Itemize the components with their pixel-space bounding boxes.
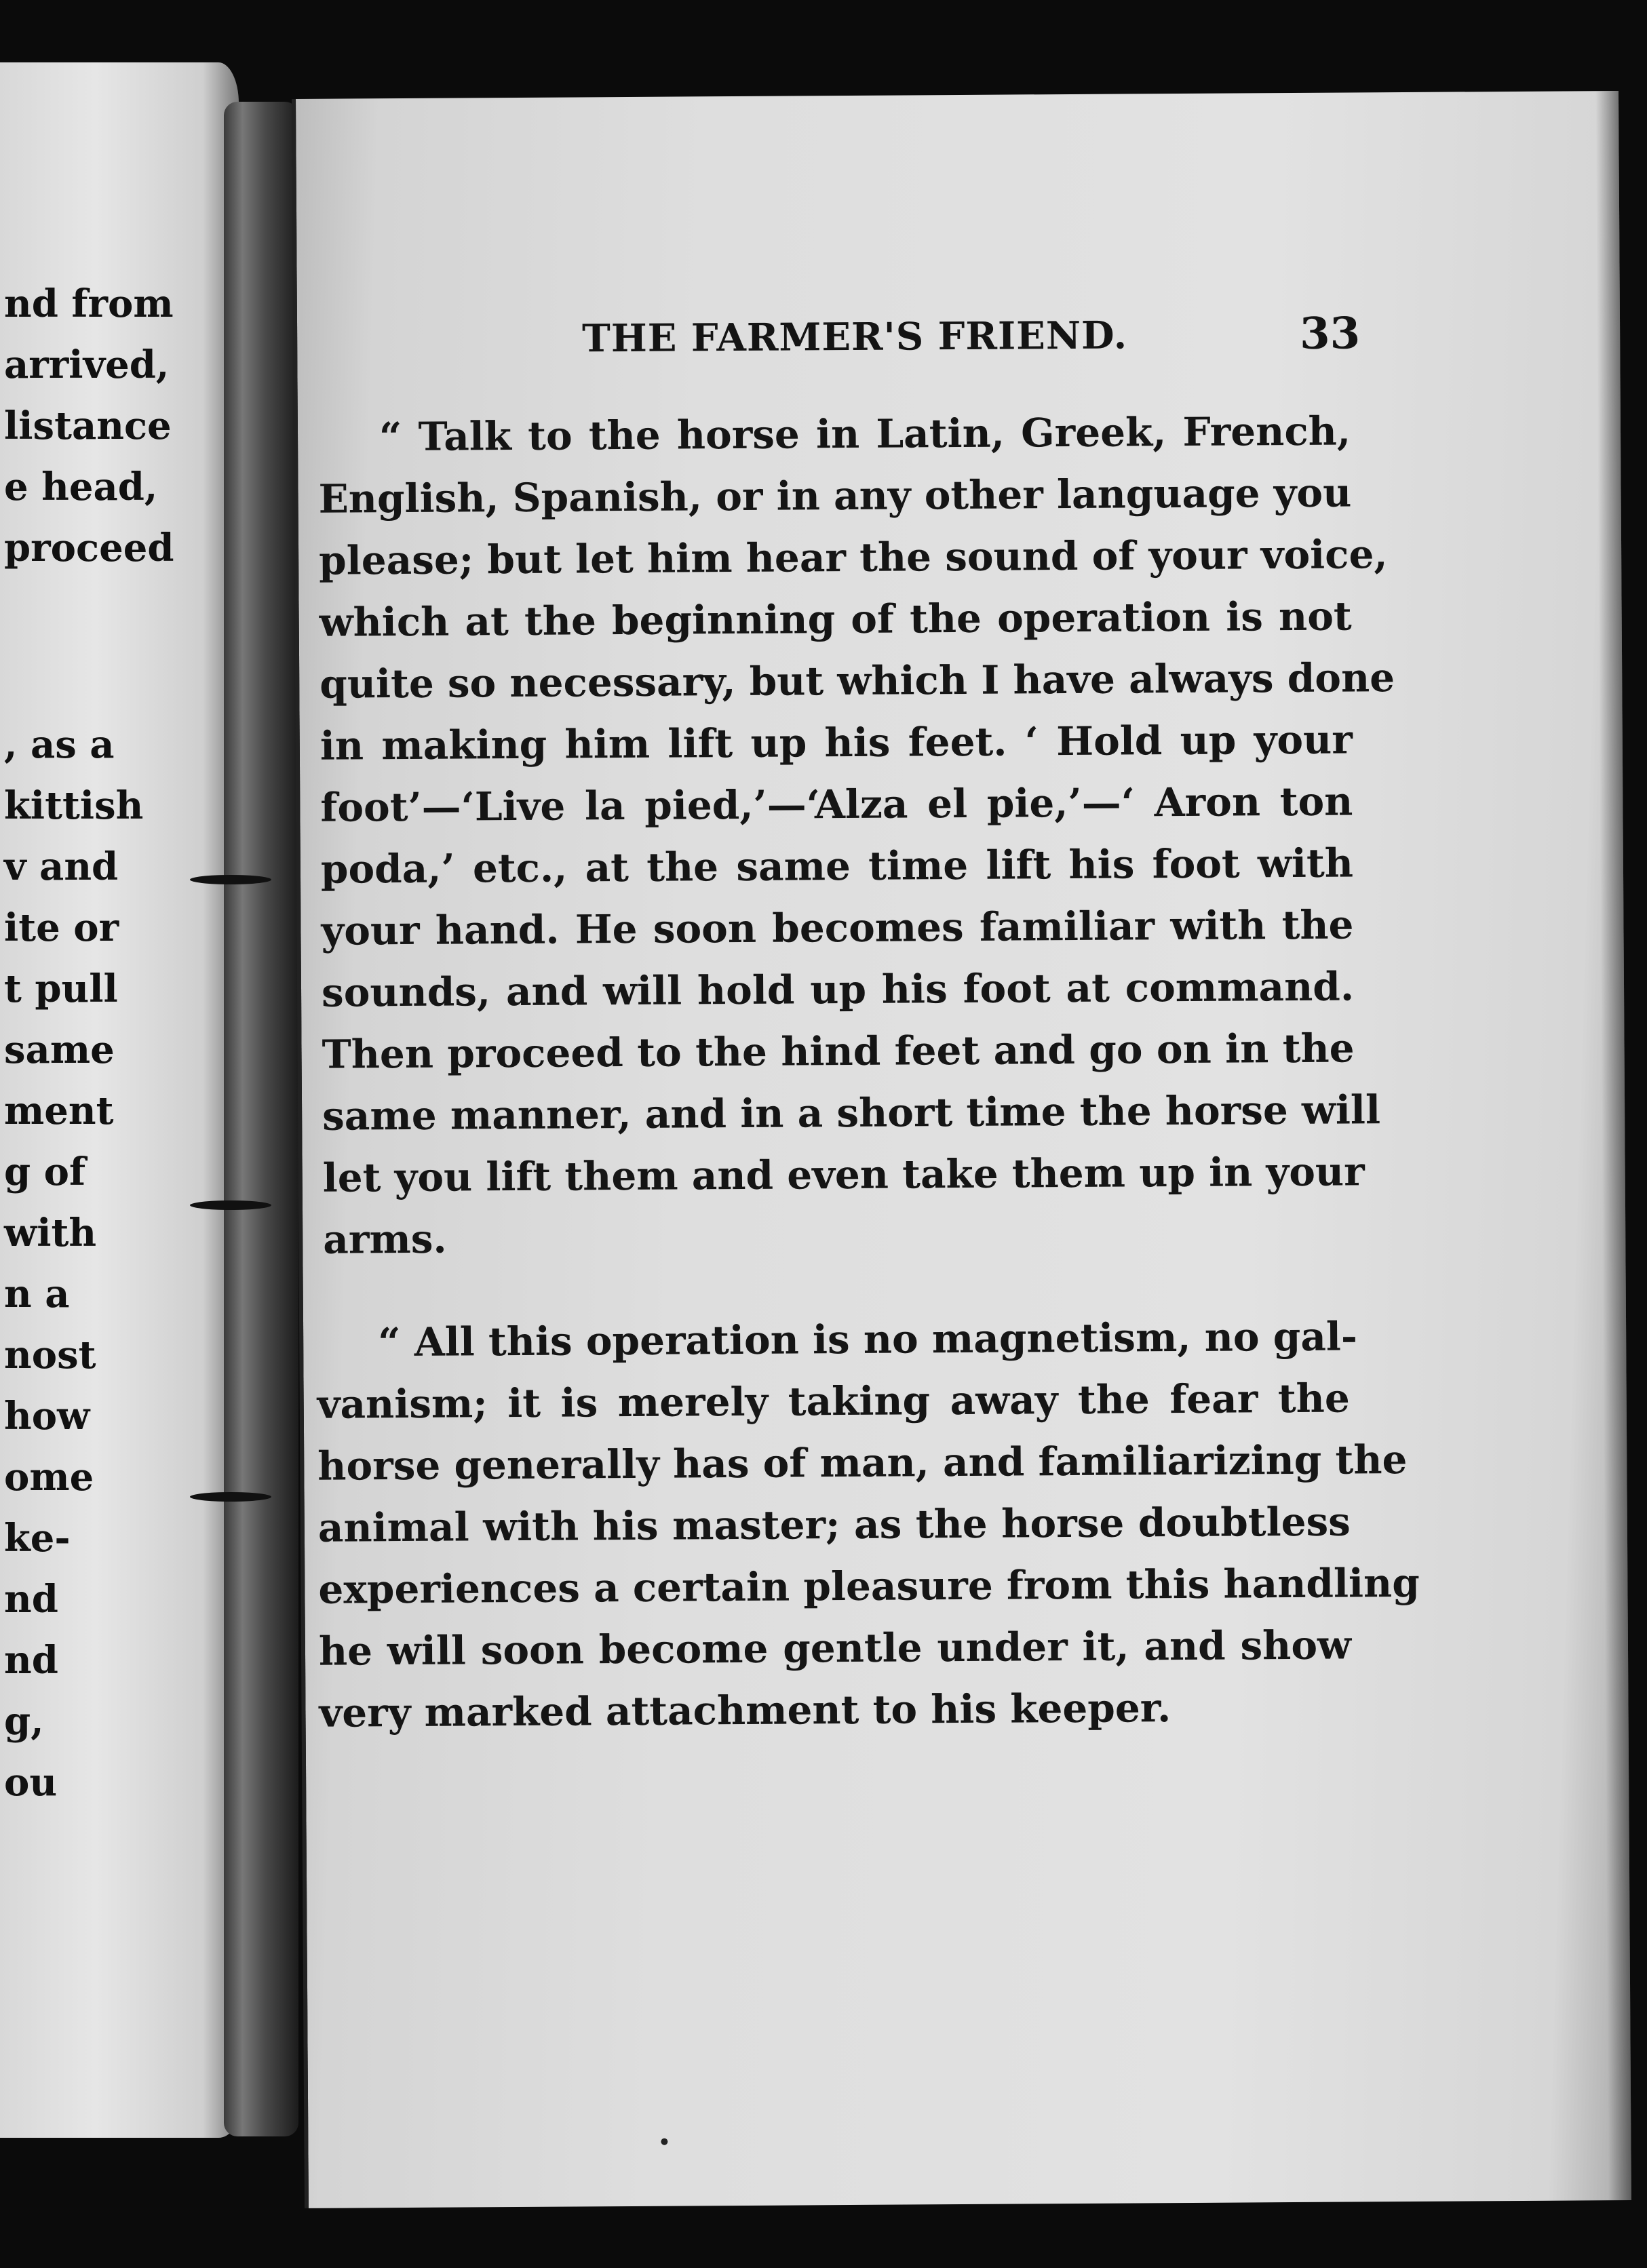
left-page-line: kittish — [4, 783, 144, 828]
paragraph-2-line: “ All this operation is no magnetism, no gal- — [377, 1313, 1358, 1366]
page-edge-shadow — [1595, 91, 1631, 2200]
paragraph-1-line: English, Spanish, or in any other language you — [318, 469, 1352, 522]
left-page-line: nd — [4, 1638, 58, 1683]
left-page-line: ment — [4, 1089, 114, 1133]
left-page-line: nd from — [4, 281, 174, 326]
left-page-line: nd — [4, 1577, 58, 1622]
left-page-line: ke- — [4, 1516, 71, 1561]
paragraph-1-line: foot’—‘Live la pied,’—‘Alza el pie,’—‘ Aron ton — [320, 778, 1353, 831]
left-page-line: ou — [4, 1760, 58, 1805]
left-page-line: listance — [4, 404, 172, 448]
paragraph-2-line: he will soon become gentle under it, and show — [318, 1622, 1352, 1675]
left-page-line: proceed — [4, 526, 174, 570]
paragraph-1-line: in making him lift up his feet. ‘ Hold up your — [319, 716, 1353, 769]
paragraph-2-line: very marked attachment to his keeper. — [319, 1685, 1171, 1736]
paragraph-1-line: arms. — [323, 1215, 447, 1263]
previous-page-fragment — [0, 62, 239, 2138]
book-spine-gutter — [224, 102, 298, 2136]
paragraph-1-line: poda,’ etc., at the same time lift his foot with — [320, 840, 1354, 893]
paragraph-2-line: horse generally has of man, and familiarizing the — [317, 1436, 1408, 1489]
ink-speck — [661, 2138, 667, 2145]
left-page-line: nost — [4, 1333, 96, 1377]
paragraph-1-line: “ Talk to the horse in Latin, Greek, French, — [379, 408, 1351, 461]
paragraph-1-line: quite so necessary, but which I have always done — [319, 654, 1395, 707]
binding-tear-mark — [190, 1200, 271, 1210]
page-number: 33 — [1299, 308, 1361, 359]
paragraph-1-line: Then proceed to the hind feet and go on in the — [322, 1025, 1355, 1078]
left-page-line: e head, — [4, 465, 158, 509]
left-page-line: g, — [4, 1699, 44, 1744]
binding-tear-mark — [190, 875, 271, 884]
left-page-line: how — [4, 1394, 90, 1439]
left-page-line: with — [4, 1211, 97, 1255]
paragraph-2-line: animal with his master; as the horse doubtless — [317, 1498, 1351, 1551]
paragraph-1-line: same manner, and in a short time the horse will — [322, 1087, 1381, 1139]
left-page-line: arrived, — [4, 343, 170, 387]
book-page-33 — [292, 91, 1631, 2208]
paragraph-1-line: please; but let him hear the sound of your voice, — [318, 531, 1388, 584]
left-page-line: ome — [4, 1455, 94, 1500]
running-head: THE FARMER'S FRIEND. — [581, 313, 1128, 361]
binding-tear-mark — [190, 1492, 271, 1502]
left-page-line: same — [4, 1028, 115, 1072]
left-page-line: ite or — [4, 905, 119, 950]
left-page-line: g of — [4, 1150, 86, 1194]
paragraph-2-line: experiences a certain pleasure from this handling — [318, 1559, 1420, 1613]
paragraph-1-line: let you lift them and even take them up in your — [322, 1148, 1365, 1201]
paragraph-1-line: which at the beginning of the operation is not — [319, 593, 1352, 646]
paragraph-1-line: sounds, and will hold up his foot at command. — [321, 963, 1355, 1016]
left-page-line: v and — [4, 844, 119, 889]
paragraph-2-line: vanism; it is merely taking away the fear the — [317, 1375, 1350, 1428]
left-page-line: t pull — [4, 966, 118, 1011]
left-page-line: , as a — [4, 722, 115, 767]
paragraph-1-line: your hand. He soon becomes familiar with the — [321, 901, 1354, 954]
left-page-line: n a — [4, 1272, 70, 1316]
